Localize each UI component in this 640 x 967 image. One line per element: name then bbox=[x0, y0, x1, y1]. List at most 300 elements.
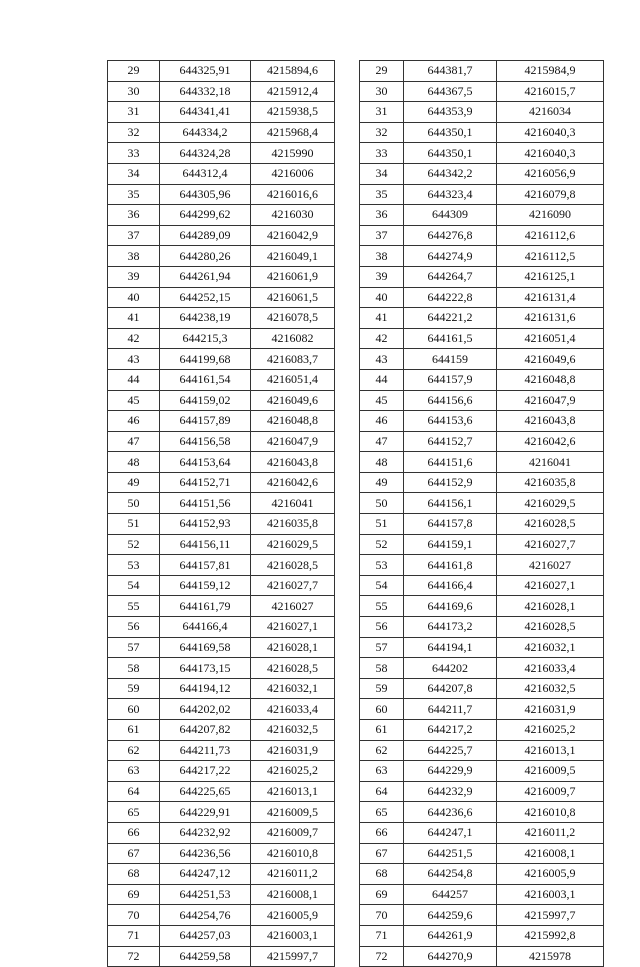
right-point-number-cell: 38 bbox=[360, 246, 404, 267]
left-y-coordinate-cell: 4215938,5 bbox=[251, 102, 335, 123]
right-y-coordinate-cell: 4216005,9 bbox=[497, 864, 604, 885]
right-x-coordinate-cell: 644247,1 bbox=[404, 822, 497, 843]
left-x-coordinate-cell: 644259,58 bbox=[160, 946, 251, 967]
table-row bbox=[108, 925, 604, 946]
left-y-coordinate-cell: 4216033,4 bbox=[251, 699, 335, 720]
right-y-coordinate-cell: 4216090 bbox=[497, 205, 604, 226]
left-point-number-cell: 38 bbox=[108, 246, 160, 267]
right-x-coordinate-cell: 644225,7 bbox=[404, 740, 497, 761]
table-row bbox=[108, 864, 604, 885]
column-separator bbox=[335, 699, 360, 720]
right-y-coordinate-cell: 4216009,7 bbox=[497, 781, 604, 802]
right-point-number-cell: 71 bbox=[360, 925, 404, 946]
column-separator bbox=[335, 555, 360, 576]
right-point-number-cell: 67 bbox=[360, 843, 404, 864]
left-point-number-cell: 33 bbox=[108, 143, 160, 164]
right-x-coordinate-cell: 644156,6 bbox=[404, 390, 497, 411]
right-x-coordinate-cell: 644236,6 bbox=[404, 802, 497, 823]
right-x-coordinate-cell: 644276,8 bbox=[404, 225, 497, 246]
left-point-number-cell: 37 bbox=[108, 225, 160, 246]
left-x-coordinate-cell: 644161,54 bbox=[160, 369, 251, 390]
right-point-number-cell: 61 bbox=[360, 720, 404, 741]
left-x-coordinate-cell: 644152,93 bbox=[160, 514, 251, 535]
left-x-coordinate-cell: 644261,94 bbox=[160, 266, 251, 287]
left-x-coordinate-cell: 644173,15 bbox=[160, 658, 251, 679]
right-x-coordinate-cell: 644157,8 bbox=[404, 514, 497, 535]
left-y-coordinate-cell: 4216027,1 bbox=[251, 617, 335, 638]
table-row bbox=[108, 122, 604, 143]
left-point-number-cell: 55 bbox=[108, 596, 160, 617]
right-point-number-cell: 47 bbox=[360, 431, 404, 452]
right-point-number-cell: 44 bbox=[360, 369, 404, 390]
table-row bbox=[108, 534, 604, 555]
left-x-coordinate-cell: 644238,19 bbox=[160, 308, 251, 329]
right-y-coordinate-cell: 4216043,8 bbox=[497, 411, 604, 432]
right-point-number-cell: 59 bbox=[360, 678, 404, 699]
left-y-coordinate-cell: 4216027 bbox=[251, 596, 335, 617]
right-y-coordinate-cell: 4216035,8 bbox=[497, 472, 604, 493]
column-separator bbox=[335, 184, 360, 205]
right-point-number-cell: 70 bbox=[360, 905, 404, 926]
left-point-number-cell: 47 bbox=[108, 431, 160, 452]
column-separator bbox=[335, 534, 360, 555]
left-x-coordinate-cell: 644217,22 bbox=[160, 761, 251, 782]
right-x-coordinate-cell: 644353,9 bbox=[404, 102, 497, 123]
left-x-coordinate-cell: 644202,02 bbox=[160, 699, 251, 720]
left-point-number-cell: 30 bbox=[108, 81, 160, 102]
right-x-coordinate-cell: 644152,9 bbox=[404, 472, 497, 493]
right-y-coordinate-cell: 4216079,8 bbox=[497, 184, 604, 205]
right-point-number-cell: 63 bbox=[360, 761, 404, 782]
table-row bbox=[108, 163, 604, 184]
right-y-coordinate-cell: 4216010,8 bbox=[497, 802, 604, 823]
right-y-coordinate-cell: 4216034 bbox=[497, 102, 604, 123]
left-y-coordinate-cell: 4216016,6 bbox=[251, 184, 335, 205]
column-separator bbox=[335, 781, 360, 802]
left-y-coordinate-cell: 4216009,5 bbox=[251, 802, 335, 823]
right-x-coordinate-cell: 644169,6 bbox=[404, 596, 497, 617]
table-row bbox=[108, 349, 604, 370]
right-y-coordinate-cell: 4216042,6 bbox=[497, 431, 604, 452]
right-y-coordinate-cell: 4216028,5 bbox=[497, 514, 604, 535]
table-row bbox=[108, 431, 604, 452]
column-separator bbox=[335, 390, 360, 411]
table-row bbox=[108, 884, 604, 905]
left-point-number-cell: 58 bbox=[108, 658, 160, 679]
right-point-number-cell: 29 bbox=[360, 61, 404, 82]
left-x-coordinate-cell: 644153,64 bbox=[160, 452, 251, 473]
table-row bbox=[108, 328, 604, 349]
right-y-coordinate-cell: 4216048,8 bbox=[497, 369, 604, 390]
right-point-number-cell: 66 bbox=[360, 822, 404, 843]
right-x-coordinate-cell: 644259,6 bbox=[404, 905, 497, 926]
left-point-number-cell: 60 bbox=[108, 699, 160, 720]
column-separator bbox=[335, 720, 360, 741]
right-y-coordinate-cell: 4215992,8 bbox=[497, 925, 604, 946]
right-point-number-cell: 52 bbox=[360, 534, 404, 555]
right-y-coordinate-cell: 4215997,7 bbox=[497, 905, 604, 926]
right-point-number-cell: 31 bbox=[360, 102, 404, 123]
column-separator bbox=[335, 205, 360, 226]
right-x-coordinate-cell: 644161,5 bbox=[404, 328, 497, 349]
left-x-coordinate-cell: 644305,96 bbox=[160, 184, 251, 205]
left-point-number-cell: 52 bbox=[108, 534, 160, 555]
column-separator bbox=[335, 884, 360, 905]
right-point-number-cell: 30 bbox=[360, 81, 404, 102]
column-separator bbox=[335, 514, 360, 535]
table-row bbox=[108, 596, 604, 617]
left-y-coordinate-cell: 4216048,8 bbox=[251, 411, 335, 432]
right-y-coordinate-cell: 4216056,9 bbox=[497, 163, 604, 184]
table-row bbox=[108, 843, 604, 864]
table-row bbox=[108, 678, 604, 699]
left-y-coordinate-cell: 4216011,2 bbox=[251, 864, 335, 885]
table-row bbox=[108, 781, 604, 802]
right-point-number-cell: 39 bbox=[360, 266, 404, 287]
right-x-coordinate-cell: 644161,8 bbox=[404, 555, 497, 576]
right-y-coordinate-cell: 4215984,9 bbox=[497, 61, 604, 82]
right-y-coordinate-cell: 4216032,5 bbox=[497, 678, 604, 699]
left-x-coordinate-cell: 644151,56 bbox=[160, 493, 251, 514]
left-y-coordinate-cell: 4216032,5 bbox=[251, 720, 335, 741]
left-x-coordinate-cell: 644325,91 bbox=[160, 61, 251, 82]
table-row bbox=[108, 266, 604, 287]
table-row bbox=[108, 802, 604, 823]
left-point-number-cell: 64 bbox=[108, 781, 160, 802]
right-x-coordinate-cell: 644254,8 bbox=[404, 864, 497, 885]
column-separator bbox=[335, 472, 360, 493]
left-y-coordinate-cell: 4216078,5 bbox=[251, 308, 335, 329]
right-y-coordinate-cell: 4216040,3 bbox=[497, 143, 604, 164]
column-separator bbox=[335, 102, 360, 123]
right-y-coordinate-cell: 4216031,9 bbox=[497, 699, 604, 720]
left-x-coordinate-cell: 644211,73 bbox=[160, 740, 251, 761]
left-point-number-cell: 41 bbox=[108, 308, 160, 329]
left-point-number-cell: 72 bbox=[108, 946, 160, 967]
right-x-coordinate-cell: 644156,1 bbox=[404, 493, 497, 514]
right-x-coordinate-cell: 644367,5 bbox=[404, 81, 497, 102]
right-y-coordinate-cell: 4216040,3 bbox=[497, 122, 604, 143]
right-x-coordinate-cell: 644151,6 bbox=[404, 452, 497, 473]
right-point-number-cell: 56 bbox=[360, 617, 404, 638]
right-point-number-cell: 72 bbox=[360, 946, 404, 967]
left-y-coordinate-cell: 4216025,2 bbox=[251, 761, 335, 782]
right-point-number-cell: 49 bbox=[360, 472, 404, 493]
left-y-coordinate-cell: 4216049,1 bbox=[251, 246, 335, 267]
column-separator bbox=[335, 266, 360, 287]
right-y-coordinate-cell: 4216112,6 bbox=[497, 225, 604, 246]
left-y-coordinate-cell: 4216028,5 bbox=[251, 658, 335, 679]
left-point-number-cell: 59 bbox=[108, 678, 160, 699]
column-separator bbox=[335, 925, 360, 946]
left-x-coordinate-cell: 644324,28 bbox=[160, 143, 251, 164]
left-y-coordinate-cell: 4216005,9 bbox=[251, 905, 335, 926]
left-y-coordinate-cell: 4216003,1 bbox=[251, 925, 335, 946]
left-y-coordinate-cell: 4216035,8 bbox=[251, 514, 335, 535]
left-point-number-cell: 62 bbox=[108, 740, 160, 761]
left-point-number-cell: 70 bbox=[108, 905, 160, 926]
right-x-coordinate-cell: 644251,5 bbox=[404, 843, 497, 864]
left-y-coordinate-cell: 4216051,4 bbox=[251, 369, 335, 390]
column-separator bbox=[335, 349, 360, 370]
right-point-number-cell: 35 bbox=[360, 184, 404, 205]
left-y-coordinate-cell: 4215997,7 bbox=[251, 946, 335, 967]
left-point-number-cell: 36 bbox=[108, 205, 160, 226]
left-x-coordinate-cell: 644299,62 bbox=[160, 205, 251, 226]
right-x-coordinate-cell: 644202 bbox=[404, 658, 497, 679]
right-y-coordinate-cell: 4216027,7 bbox=[497, 534, 604, 555]
column-separator bbox=[335, 596, 360, 617]
right-x-coordinate-cell: 644152,7 bbox=[404, 431, 497, 452]
column-separator bbox=[335, 864, 360, 885]
left-y-coordinate-cell: 4216027,7 bbox=[251, 575, 335, 596]
column-separator bbox=[335, 431, 360, 452]
right-y-coordinate-cell: 4216025,2 bbox=[497, 720, 604, 741]
left-y-coordinate-cell: 4215894,6 bbox=[251, 61, 335, 82]
left-x-coordinate-cell: 644156,11 bbox=[160, 534, 251, 555]
right-x-coordinate-cell: 644222,8 bbox=[404, 287, 497, 308]
left-x-coordinate-cell: 644254,76 bbox=[160, 905, 251, 926]
coordinates-table-body bbox=[108, 61, 604, 967]
right-point-number-cell: 69 bbox=[360, 884, 404, 905]
table-row bbox=[108, 493, 604, 514]
column-separator bbox=[335, 658, 360, 679]
left-y-coordinate-cell: 4216082 bbox=[251, 328, 335, 349]
left-y-coordinate-cell: 4216031,9 bbox=[251, 740, 335, 761]
left-point-number-cell: 67 bbox=[108, 843, 160, 864]
right-point-number-cell: 68 bbox=[360, 864, 404, 885]
left-y-coordinate-cell: 4216049,6 bbox=[251, 390, 335, 411]
column-separator bbox=[335, 81, 360, 102]
right-point-number-cell: 43 bbox=[360, 349, 404, 370]
table-row bbox=[108, 246, 604, 267]
right-point-number-cell: 41 bbox=[360, 308, 404, 329]
right-point-number-cell: 33 bbox=[360, 143, 404, 164]
right-point-number-cell: 54 bbox=[360, 575, 404, 596]
right-y-coordinate-cell: 4216033,4 bbox=[497, 658, 604, 679]
left-x-coordinate-cell: 644207,82 bbox=[160, 720, 251, 741]
left-point-number-cell: 31 bbox=[108, 102, 160, 123]
left-point-number-cell: 50 bbox=[108, 493, 160, 514]
column-separator bbox=[335, 575, 360, 596]
left-point-number-cell: 35 bbox=[108, 184, 160, 205]
left-x-coordinate-cell: 644257,03 bbox=[160, 925, 251, 946]
left-x-coordinate-cell: 644156,58 bbox=[160, 431, 251, 452]
column-separator bbox=[335, 143, 360, 164]
column-separator bbox=[335, 493, 360, 514]
left-x-coordinate-cell: 644215,3 bbox=[160, 328, 251, 349]
right-x-coordinate-cell: 644194,1 bbox=[404, 637, 497, 658]
left-y-coordinate-cell: 4216006 bbox=[251, 163, 335, 184]
table-row bbox=[108, 61, 604, 82]
left-y-coordinate-cell: 4215912,4 bbox=[251, 81, 335, 102]
right-y-coordinate-cell: 4216051,4 bbox=[497, 328, 604, 349]
right-y-coordinate-cell: 4216041 bbox=[497, 452, 604, 473]
right-y-coordinate-cell: 4216008,1 bbox=[497, 843, 604, 864]
table-row bbox=[108, 555, 604, 576]
right-y-coordinate-cell: 4216009,5 bbox=[497, 761, 604, 782]
column-separator bbox=[335, 843, 360, 864]
right-point-number-cell: 45 bbox=[360, 390, 404, 411]
table-row bbox=[108, 369, 604, 390]
right-point-number-cell: 37 bbox=[360, 225, 404, 246]
left-x-coordinate-cell: 644229,91 bbox=[160, 802, 251, 823]
right-x-coordinate-cell: 644274,9 bbox=[404, 246, 497, 267]
left-x-coordinate-cell: 644166,4 bbox=[160, 617, 251, 638]
left-point-number-cell: 56 bbox=[108, 617, 160, 638]
left-y-coordinate-cell: 4216061,9 bbox=[251, 266, 335, 287]
right-point-number-cell: 53 bbox=[360, 555, 404, 576]
left-y-coordinate-cell: 4216030 bbox=[251, 205, 335, 226]
left-point-number-cell: 69 bbox=[108, 884, 160, 905]
left-y-coordinate-cell: 4216028,1 bbox=[251, 637, 335, 658]
right-y-coordinate-cell: 4216047,9 bbox=[497, 390, 604, 411]
left-y-coordinate-cell: 4215990 bbox=[251, 143, 335, 164]
left-x-coordinate-cell: 644332,18 bbox=[160, 81, 251, 102]
right-y-coordinate-cell: 4216112,5 bbox=[497, 246, 604, 267]
left-x-coordinate-cell: 644280,26 bbox=[160, 246, 251, 267]
left-y-coordinate-cell: 4216043,8 bbox=[251, 452, 335, 473]
table-row bbox=[108, 617, 604, 638]
right-point-number-cell: 46 bbox=[360, 411, 404, 432]
left-y-coordinate-cell: 4216061,5 bbox=[251, 287, 335, 308]
right-x-coordinate-cell: 644350,1 bbox=[404, 122, 497, 143]
left-point-number-cell: 43 bbox=[108, 349, 160, 370]
left-x-coordinate-cell: 644194,12 bbox=[160, 678, 251, 699]
left-point-number-cell: 29 bbox=[108, 61, 160, 82]
right-y-coordinate-cell: 4216011,2 bbox=[497, 822, 604, 843]
column-separator bbox=[335, 905, 360, 926]
coordinates-table bbox=[107, 60, 604, 967]
left-x-coordinate-cell: 644251,53 bbox=[160, 884, 251, 905]
left-x-coordinate-cell: 644169,58 bbox=[160, 637, 251, 658]
left-point-number-cell: 65 bbox=[108, 802, 160, 823]
right-y-coordinate-cell: 4216131,6 bbox=[497, 308, 604, 329]
right-point-number-cell: 64 bbox=[360, 781, 404, 802]
table-row bbox=[108, 637, 604, 658]
left-point-number-cell: 45 bbox=[108, 390, 160, 411]
column-separator bbox=[335, 822, 360, 843]
table-row bbox=[108, 946, 604, 967]
left-point-number-cell: 57 bbox=[108, 637, 160, 658]
right-point-number-cell: 50 bbox=[360, 493, 404, 514]
table-row bbox=[108, 287, 604, 308]
right-x-coordinate-cell: 644229,9 bbox=[404, 761, 497, 782]
left-y-coordinate-cell: 4216032,1 bbox=[251, 678, 335, 699]
left-x-coordinate-cell: 644252,15 bbox=[160, 287, 251, 308]
right-y-coordinate-cell: 4216049,6 bbox=[497, 349, 604, 370]
table-row bbox=[108, 102, 604, 123]
table-row bbox=[108, 452, 604, 473]
column-separator bbox=[335, 740, 360, 761]
right-y-coordinate-cell: 4216027,1 bbox=[497, 575, 604, 596]
left-y-coordinate-cell: 4216047,9 bbox=[251, 431, 335, 452]
left-x-coordinate-cell: 644225,65 bbox=[160, 781, 251, 802]
left-y-coordinate-cell: 4216083,7 bbox=[251, 349, 335, 370]
right-x-coordinate-cell: 644257 bbox=[404, 884, 497, 905]
left-x-coordinate-cell: 644334,2 bbox=[160, 122, 251, 143]
right-point-number-cell: 60 bbox=[360, 699, 404, 720]
right-point-number-cell: 40 bbox=[360, 287, 404, 308]
right-point-number-cell: 48 bbox=[360, 452, 404, 473]
right-y-coordinate-cell: 4216013,1 bbox=[497, 740, 604, 761]
column-separator bbox=[335, 761, 360, 782]
table-row bbox=[108, 720, 604, 741]
right-y-coordinate-cell: 4216028,5 bbox=[497, 617, 604, 638]
left-point-number-cell: 49 bbox=[108, 472, 160, 493]
left-point-number-cell: 48 bbox=[108, 452, 160, 473]
left-y-coordinate-cell: 4216042,9 bbox=[251, 225, 335, 246]
left-point-number-cell: 40 bbox=[108, 287, 160, 308]
table-row bbox=[108, 143, 604, 164]
right-x-coordinate-cell: 644232,9 bbox=[404, 781, 497, 802]
left-point-number-cell: 54 bbox=[108, 575, 160, 596]
left-point-number-cell: 61 bbox=[108, 720, 160, 741]
table-row bbox=[108, 472, 604, 493]
table-row bbox=[108, 699, 604, 720]
right-x-coordinate-cell: 644217,2 bbox=[404, 720, 497, 741]
left-point-number-cell: 44 bbox=[108, 369, 160, 390]
left-point-number-cell: 42 bbox=[108, 328, 160, 349]
right-point-number-cell: 58 bbox=[360, 658, 404, 679]
right-point-number-cell: 65 bbox=[360, 802, 404, 823]
left-x-coordinate-cell: 644157,81 bbox=[160, 555, 251, 576]
left-y-coordinate-cell: 4216029,5 bbox=[251, 534, 335, 555]
right-x-coordinate-cell: 644261,9 bbox=[404, 925, 497, 946]
right-y-coordinate-cell: 4216027 bbox=[497, 555, 604, 576]
right-x-coordinate-cell: 644159,1 bbox=[404, 534, 497, 555]
left-point-number-cell: 32 bbox=[108, 122, 160, 143]
column-separator bbox=[335, 308, 360, 329]
left-x-coordinate-cell: 644232,92 bbox=[160, 822, 251, 843]
right-x-coordinate-cell: 644309 bbox=[404, 205, 497, 226]
table-row bbox=[108, 514, 604, 535]
right-y-coordinate-cell: 4216029,5 bbox=[497, 493, 604, 514]
table-row bbox=[108, 205, 604, 226]
right-point-number-cell: 42 bbox=[360, 328, 404, 349]
right-x-coordinate-cell: 644350,1 bbox=[404, 143, 497, 164]
right-point-number-cell: 51 bbox=[360, 514, 404, 535]
right-x-coordinate-cell: 644153,6 bbox=[404, 411, 497, 432]
left-x-coordinate-cell: 644152,71 bbox=[160, 472, 251, 493]
right-y-coordinate-cell: 4216028,1 bbox=[497, 596, 604, 617]
left-point-number-cell: 34 bbox=[108, 163, 160, 184]
left-y-coordinate-cell: 4215968,4 bbox=[251, 122, 335, 143]
right-x-coordinate-cell: 644211,7 bbox=[404, 699, 497, 720]
right-point-number-cell: 62 bbox=[360, 740, 404, 761]
table-row bbox=[108, 390, 604, 411]
left-y-coordinate-cell: 4216010,8 bbox=[251, 843, 335, 864]
left-point-number-cell: 71 bbox=[108, 925, 160, 946]
left-y-coordinate-cell: 4216042,6 bbox=[251, 472, 335, 493]
right-x-coordinate-cell: 644342,2 bbox=[404, 163, 497, 184]
left-point-number-cell: 51 bbox=[108, 514, 160, 535]
table-row bbox=[108, 740, 604, 761]
right-x-coordinate-cell: 644173,2 bbox=[404, 617, 497, 638]
column-separator bbox=[335, 328, 360, 349]
right-y-coordinate-cell: 4216032,1 bbox=[497, 637, 604, 658]
right-x-coordinate-cell: 644264,7 bbox=[404, 266, 497, 287]
column-separator bbox=[335, 287, 360, 308]
column-separator bbox=[335, 617, 360, 638]
right-point-number-cell: 36 bbox=[360, 205, 404, 226]
column-separator bbox=[335, 802, 360, 823]
right-x-coordinate-cell: 644270,9 bbox=[404, 946, 497, 967]
column-separator bbox=[335, 452, 360, 473]
left-x-coordinate-cell: 644159,12 bbox=[160, 575, 251, 596]
table-row bbox=[108, 761, 604, 782]
column-separator bbox=[335, 225, 360, 246]
